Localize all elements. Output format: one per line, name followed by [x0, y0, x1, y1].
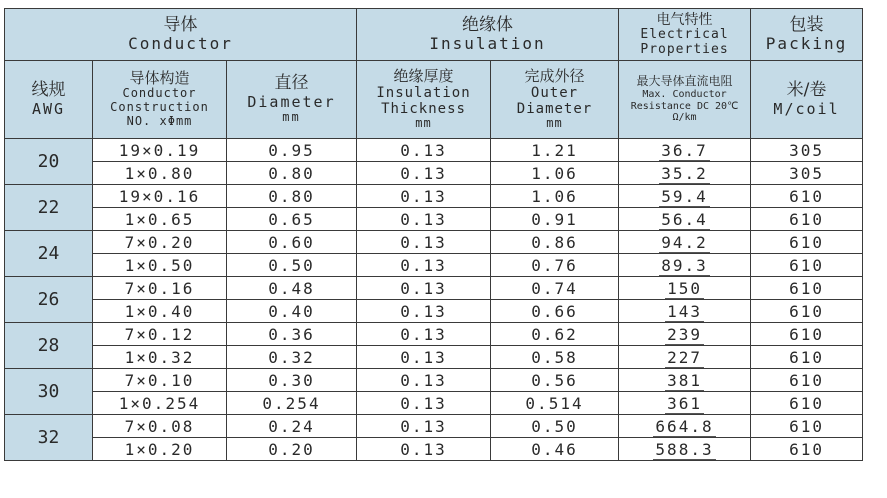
spec-table-container — [4, 8, 863, 461]
diameter-cell: 0.50 — [227, 254, 357, 277]
header-insulation-zh: 绝缘体 — [462, 14, 513, 35]
table-row — [5, 438, 863, 461]
header-diameter-unit: mm — [282, 110, 301, 124]
diameter-cell: 0.32 — [227, 346, 357, 369]
diameter-cell: 0.40 — [227, 300, 357, 323]
outer-cell: 0.74 — [491, 277, 619, 300]
resistance-value: 94.2 — [661, 232, 708, 252]
awg-cell: 20 — [5, 139, 93, 185]
header-electrical-zh: 电气特性 — [656, 11, 713, 28]
awg-cell: 28 — [5, 323, 93, 369]
construction-cell: 1×0.50 — [93, 254, 227, 277]
resistance-value: 381 — [667, 370, 702, 390]
awg-cell: 32 — [5, 415, 93, 461]
coil-cell: 610 — [751, 415, 863, 438]
resistance-cell — [619, 346, 751, 369]
thickness-cell: 0.13 — [357, 139, 491, 162]
construction-cell: 7×0.08 — [93, 415, 227, 438]
resistance-value: 361 — [667, 393, 702, 413]
header-diameter-en: Diameter — [247, 92, 336, 111]
header-electrical — [619, 9, 751, 61]
header-electrical-en1: Electrical — [640, 26, 729, 42]
coil-cell: 610 — [751, 346, 863, 369]
thickness-cell: 0.13 — [357, 185, 491, 208]
resistance-cell — [619, 392, 751, 415]
construction-cell: 1×0.80 — [93, 162, 227, 185]
header-diameter-zh: 直径 — [274, 73, 309, 94]
table-row — [5, 208, 863, 231]
resistance-cell — [619, 162, 751, 185]
construction-cell: 1×0.20 — [93, 438, 227, 461]
diameter-cell: 0.65 — [227, 208, 357, 231]
resistance-value: 89.3 — [661, 255, 708, 275]
table-row — [5, 162, 863, 185]
header-resistance-en2: Resistance DC 20℃ — [630, 100, 739, 112]
header-construction-en3: NO. xΦmm — [126, 114, 193, 129]
header-meters — [751, 61, 863, 139]
header-thickness-en1: Insulation — [376, 85, 471, 102]
diameter-cell: 0.36 — [227, 323, 357, 346]
header-awg — [5, 61, 93, 139]
coil-cell: 610 — [751, 438, 863, 461]
diameter-cell: 0.254 — [227, 392, 357, 415]
outer-cell: 0.91 — [491, 208, 619, 231]
header-conductor-zh: 导体 — [163, 14, 198, 35]
header-packing — [751, 9, 863, 61]
resistance-value: 150 — [667, 278, 702, 298]
coil-cell: 610 — [751, 185, 863, 208]
outer-cell: 0.50 — [491, 415, 619, 438]
coil-cell: 610 — [751, 277, 863, 300]
resistance-cell — [619, 208, 751, 231]
outer-cell: 1.06 — [491, 185, 619, 208]
header-insulation — [357, 9, 619, 61]
header-outer-unit: mm — [546, 116, 563, 131]
thickness-cell: 0.13 — [357, 392, 491, 415]
diameter-cell: 0.95 — [227, 139, 357, 162]
outer-cell: 0.46 — [491, 438, 619, 461]
coil-cell: 305 — [751, 139, 863, 162]
thickness-cell: 0.13 — [357, 254, 491, 277]
header-thickness-zh: 绝缘厚度 — [393, 66, 454, 85]
header-conductor — [5, 9, 357, 61]
outer-cell: 0.514 — [491, 392, 619, 415]
wire-spec-table — [4, 8, 863, 461]
header-diameter — [227, 61, 357, 139]
outer-cell: 0.62 — [491, 323, 619, 346]
coil-cell: 610 — [751, 323, 863, 346]
table-row — [5, 369, 863, 392]
coil-cell: 610 — [751, 369, 863, 392]
header-resistance-zh: 最大导体直流电阻 — [636, 74, 733, 89]
resistance-cell — [619, 254, 751, 277]
awg-cell: 22 — [5, 185, 93, 231]
header-conductor-en: Conductor — [128, 34, 233, 54]
resistance-cell — [619, 415, 751, 438]
header-outer-en1: Outer — [530, 85, 579, 102]
resistance-value: 35.2 — [661, 163, 708, 183]
resistance-value: 59.4 — [661, 186, 708, 206]
outer-cell: 0.56 — [491, 369, 619, 392]
header-meters-zh: 米/卷 — [786, 80, 827, 101]
diameter-cell: 0.24 — [227, 415, 357, 438]
header-thickness — [357, 61, 491, 139]
construction-cell: 7×0.10 — [93, 369, 227, 392]
construction-cell: 1×0.32 — [93, 346, 227, 369]
coil-cell: 610 — [751, 300, 863, 323]
resistance-cell — [619, 231, 751, 254]
outer-cell: 0.66 — [491, 300, 619, 323]
resistance-value: 56.4 — [661, 209, 708, 229]
outer-cell: 0.76 — [491, 254, 619, 277]
resistance-cell — [619, 139, 751, 162]
table-row — [5, 392, 863, 415]
awg-cell: 24 — [5, 231, 93, 277]
diameter-cell: 0.80 — [227, 185, 357, 208]
table-row — [5, 300, 863, 323]
header-construction-en1: Conductor — [122, 86, 197, 101]
header-resistance — [619, 61, 751, 139]
coil-cell: 610 — [751, 392, 863, 415]
header-resistance-en1: Max. Conductor — [642, 89, 727, 101]
construction-cell: 7×0.20 — [93, 231, 227, 254]
coil-cell: 610 — [751, 254, 863, 277]
coil-cell: 610 — [751, 208, 863, 231]
header-awg-en: AWG — [31, 99, 66, 118]
header-construction-zh: 导体构造 — [129, 69, 190, 88]
construction-cell: 19×0.16 — [93, 185, 227, 208]
header-packing-en: Packing — [765, 34, 848, 54]
diameter-cell: 0.20 — [227, 438, 357, 461]
resistance-value: 143 — [667, 301, 702, 321]
construction-cell: 1×0.254 — [93, 392, 227, 415]
construction-cell: 7×0.12 — [93, 323, 227, 346]
resistance-cell — [619, 369, 751, 392]
table-row — [5, 277, 863, 300]
header-packing-zh: 包装 — [789, 14, 824, 35]
header-outer-en2: Diameter — [516, 101, 593, 118]
thickness-cell: 0.13 — [357, 300, 491, 323]
header-outer-zh: 完成外径 — [524, 66, 585, 85]
awg-cell: 30 — [5, 369, 93, 415]
resistance-value: 36.7 — [661, 140, 708, 160]
coil-cell: 305 — [751, 162, 863, 185]
header-awg-zh: 线规 — [31, 80, 66, 101]
resistance-cell — [619, 438, 751, 461]
construction-cell: 1×0.40 — [93, 300, 227, 323]
resistance-cell — [619, 323, 751, 346]
thickness-cell: 0.13 — [357, 208, 491, 231]
header-resistance-unit: Ω/km — [672, 112, 697, 124]
outer-cell: 1.06 — [491, 162, 619, 185]
table-row — [5, 323, 863, 346]
header-construction-en2: Construction — [110, 100, 209, 115]
construction-cell: 1×0.65 — [93, 208, 227, 231]
table-row — [5, 185, 863, 208]
thickness-cell: 0.13 — [357, 231, 491, 254]
thickness-cell: 0.13 — [357, 346, 491, 369]
header-thickness-en2: Thickness — [381, 101, 466, 118]
diameter-cell: 0.30 — [227, 369, 357, 392]
thickness-cell: 0.13 — [357, 415, 491, 438]
table-row — [5, 139, 863, 162]
header-meters-en: M/coil — [773, 99, 840, 118]
construction-cell: 7×0.16 — [93, 277, 227, 300]
table-row — [5, 231, 863, 254]
header-outer — [491, 61, 619, 139]
diameter-cell: 0.48 — [227, 277, 357, 300]
resistance-cell — [619, 300, 751, 323]
header-thickness-unit: mm — [415, 116, 432, 131]
thickness-cell: 0.13 — [357, 323, 491, 346]
resistance-cell — [619, 185, 751, 208]
table-row — [5, 415, 863, 438]
outer-cell: 1.21 — [491, 139, 619, 162]
header-construction — [93, 61, 227, 139]
coil-cell: 610 — [751, 231, 863, 254]
resistance-value: 664.8 — [655, 416, 714, 436]
resistance-cell — [619, 277, 751, 300]
resistance-value: 588.3 — [655, 439, 714, 459]
thickness-cell: 0.13 — [357, 438, 491, 461]
outer-cell: 0.86 — [491, 231, 619, 254]
thickness-cell: 0.13 — [357, 369, 491, 392]
diameter-cell: 0.80 — [227, 162, 357, 185]
header-insulation-en: Insulation — [429, 34, 546, 54]
outer-cell: 0.58 — [491, 346, 619, 369]
table-row — [5, 254, 863, 277]
thickness-cell: 0.13 — [357, 277, 491, 300]
construction-cell: 19×0.19 — [93, 139, 227, 162]
table-row — [5, 346, 863, 369]
resistance-value: 227 — [667, 347, 702, 367]
awg-cell: 26 — [5, 277, 93, 323]
resistance-value: 239 — [667, 324, 702, 344]
header-electrical-en2: Properties — [640, 41, 729, 57]
diameter-cell: 0.60 — [227, 231, 357, 254]
thickness-cell: 0.13 — [357, 162, 491, 185]
